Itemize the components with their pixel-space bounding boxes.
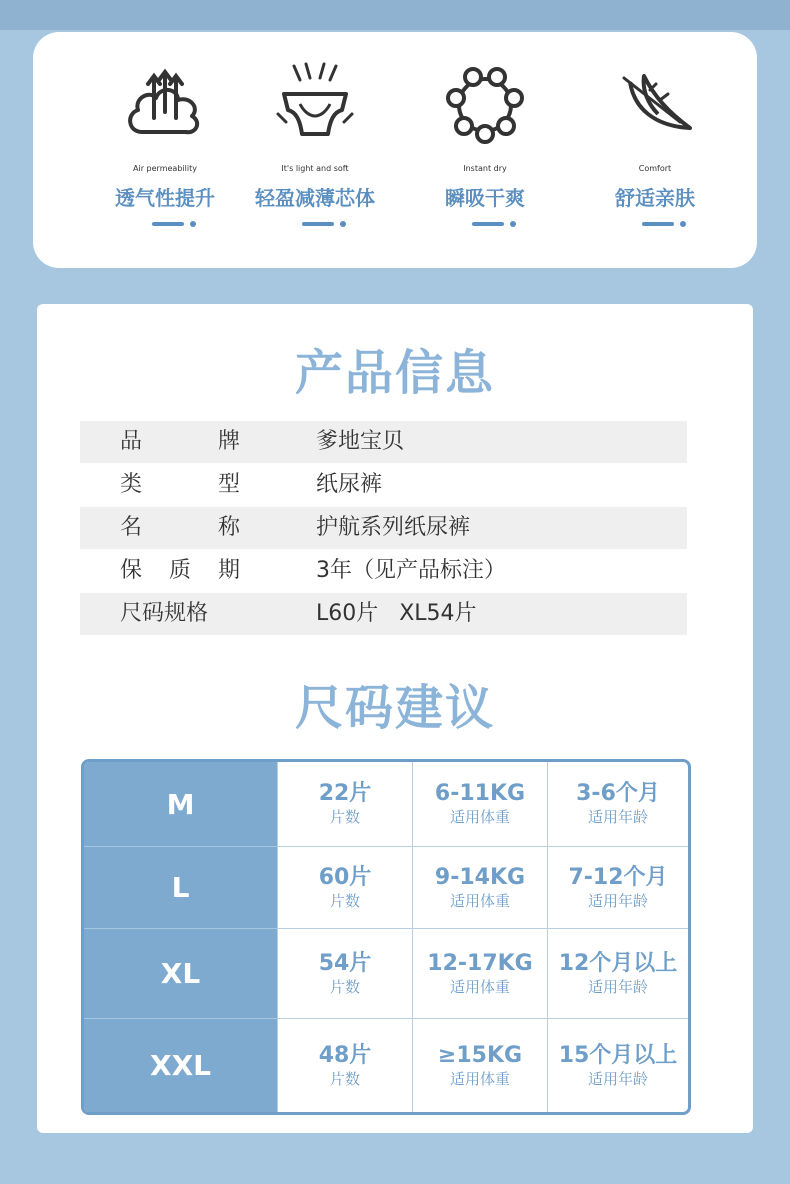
- feature-dot: [190, 221, 196, 227]
- feature-instant-dry: [400, 32, 570, 268]
- age-label: 适用年龄: [587, 891, 648, 910]
- info-row: [80, 550, 687, 592]
- age-value: 15个月以上: [558, 1042, 678, 1068]
- age-label: 适用年龄: [587, 977, 648, 996]
- count-value: 60片: [318, 864, 372, 890]
- product-info-title: 产品信息: [294, 345, 495, 401]
- feature-cn-label: 轻盈减薄芯体: [255, 186, 375, 210]
- weight-label: 适用体重: [449, 808, 510, 826]
- features-panel: [33, 32, 757, 268]
- count-label: 片数: [329, 977, 360, 996]
- age-cell: [547, 762, 688, 847]
- count-label: 片数: [329, 808, 360, 826]
- size-row-xl: [84, 929, 688, 1019]
- size-row-l: [84, 847, 688, 929]
- info-row: [80, 507, 687, 549]
- weight-label: 适用体重: [449, 1069, 510, 1088]
- age-value: 7-12个月: [568, 864, 668, 890]
- info-value: 3年（见产品标注）: [316, 558, 506, 583]
- weight-cell: [412, 762, 547, 847]
- weight-cell: [412, 929, 547, 1019]
- weight-cell: [412, 847, 547, 929]
- size-row-m: [84, 762, 688, 847]
- count-label: 片数: [329, 891, 360, 910]
- info-label: 保质期: [120, 558, 240, 583]
- diaper-icon: [270, 60, 360, 150]
- age-label: 适用年龄: [587, 808, 648, 826]
- feature-dot: [340, 221, 346, 227]
- product-card: [37, 304, 753, 1133]
- age-value: 3-6个月: [576, 781, 660, 806]
- feature-en-label: Comfort: [638, 164, 672, 173]
- count-value: 54片: [318, 950, 372, 976]
- info-value: 纸尿裤: [316, 472, 383, 497]
- weight-value: ≥15KG: [437, 1042, 523, 1068]
- info-row: [80, 421, 687, 463]
- feather-icon: [610, 60, 700, 150]
- info-row: [80, 464, 687, 506]
- age-label: 适用年龄: [587, 1069, 648, 1088]
- feature-comfort: [570, 32, 740, 268]
- feature-light-soft: [230, 32, 400, 268]
- weight-value: 9-14KG: [434, 864, 526, 890]
- age-cell: [547, 1019, 688, 1112]
- cloud-arrows-icon: [120, 60, 210, 150]
- weight-value: 6-11KG: [434, 781, 526, 806]
- feature-cn-label: 透气性提升: [115, 186, 215, 210]
- count-cell: [277, 847, 412, 929]
- age-cell: [547, 929, 688, 1019]
- size-row-xxl: [84, 1019, 688, 1112]
- size-name: M: [84, 762, 277, 847]
- info-label: 品牌: [120, 429, 240, 454]
- top-band: [0, 0, 790, 30]
- feature-cn-label: 舒适亲肤: [615, 186, 695, 210]
- weight-label: 适用体重: [449, 891, 510, 910]
- size-name: XL: [84, 929, 277, 1019]
- feature-en-label: Air permeability: [133, 164, 197, 173]
- size-guide-title: 尺码建议: [294, 680, 495, 736]
- info-label: 名称: [120, 515, 240, 540]
- age-cell: [547, 847, 688, 929]
- feature-en-label: It's light and soft: [281, 164, 349, 173]
- weight-label: 适用体重: [449, 977, 510, 996]
- weight-value: 12-17KG: [427, 950, 533, 976]
- count-cell: [277, 1019, 412, 1112]
- info-row: [80, 593, 687, 635]
- feature-en-label: Instant dry: [463, 164, 507, 173]
- weight-cell: [412, 1019, 547, 1112]
- info-value: 护航系列纸尿裤: [316, 515, 471, 540]
- feature-cn-label: 瞬吸干爽: [445, 186, 525, 210]
- count-cell: [277, 762, 412, 847]
- feature-dash: [472, 222, 504, 226]
- feature-dash: [302, 222, 334, 226]
- size-guide-table: [81, 759, 691, 1115]
- info-value: L60片 XL54片: [316, 601, 477, 626]
- feature-dot: [680, 221, 686, 227]
- age-value: 12个月以上: [558, 950, 678, 976]
- info-label: 类型: [120, 472, 240, 497]
- count-value: 22片: [318, 781, 372, 806]
- feature-dash: [642, 222, 674, 226]
- size-name: XXL: [84, 1019, 277, 1112]
- count-value: 48片: [318, 1042, 372, 1068]
- product-info-table: [80, 421, 687, 636]
- molecule-ring-icon: [440, 60, 530, 150]
- feature-air-permeability: [80, 32, 250, 268]
- feature-dot: [510, 221, 516, 227]
- info-value: 爹地宝贝: [316, 429, 405, 454]
- count-cell: [277, 929, 412, 1019]
- count-label: 片数: [329, 1069, 360, 1088]
- feature-dash: [152, 222, 184, 226]
- size-name: L: [84, 847, 277, 929]
- info-label: 尺码规格: [120, 601, 209, 626]
